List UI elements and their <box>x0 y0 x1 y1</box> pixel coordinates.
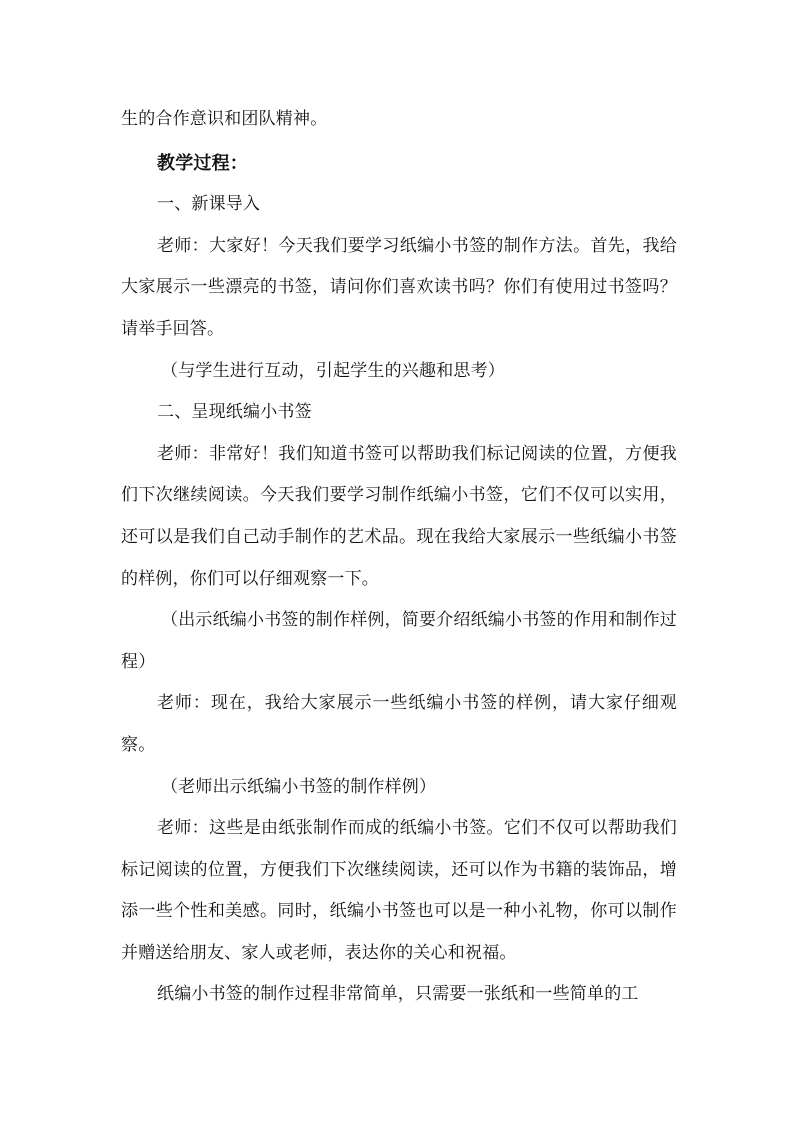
subheading-present-bookmarks: 二、呈现纸编小书签 <box>157 402 312 423</box>
paragraph-teacher-observe: 老师：现在，我给大家展示一些纸编小书签的样例，请大家仔细观察。 <box>121 693 677 755</box>
paragraph-teacher-explain: 老师：非常好！我们知道书签可以帮助我们标记阅读的位置，方便我们下次继续阅读。今天我们要学习制作纸编小书签，它们不仅可以实用，还可以是我们自己动手制作的艺术品。现在我给大家展示一些纸编小书签的样例，你们可以仔细观察一下。 <box>121 443 677 589</box>
paragraph-continuation: 生的合作意识和团队精神。 <box>121 109 328 129</box>
paragraph-teacher-shows-note: （老师出示纸编小书签的制作样例） <box>161 776 437 797</box>
subheading-new-lesson-intro: 一、新课导入 <box>157 194 261 215</box>
paragraph-interaction-note: （与学生进行互动，引起学生的兴趣和思考） <box>161 360 505 381</box>
paragraph-teacher-describe: 老师：这些是由纸张制作而成的纸编小书签。它们不仅可以帮助我们标记阅读的位置，方便我们下次继续阅读，还可以作为书籍的装饰品，增添一些个性和美感。同时，纸编小书签也可以是一种小礼物，你可以制作并赠送给朋友、家人或老师，表达你的关心和祝福。 <box>121 818 677 963</box>
paragraph-teacher-greeting: 老师：大家好！今天我们要学习纸编小书签的制作方法。首先，我给大家展示一些漂亮的书签，请问你们喜欢读书吗？你们有使用过书签吗？请举手回答。 <box>121 235 677 339</box>
document-body <box>121 99 677 1016</box>
section-heading-teaching-process: 教学过程： <box>157 152 248 174</box>
paragraph-show-samples-note: （出示纸编小书签的制作样例，简要介绍纸编小书签的作用和制作过程） <box>121 610 677 672</box>
paragraph-process-intro: 纸编小书签的制作过程非常简单，只需要一张纸和一些简单的工 <box>157 984 639 1005</box>
